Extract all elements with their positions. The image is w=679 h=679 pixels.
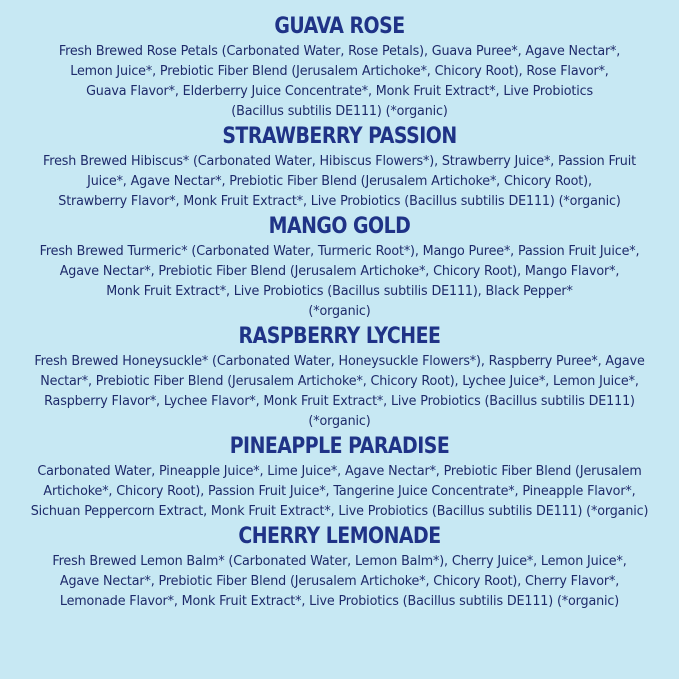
ingredients-text	[0, 42, 679, 122]
ingredients-line: Fresh Brewed Turmeric* (Carbonated Water, Turmeric Root*), Mango Puree*, Passion Fruit Juice*,	[39, 244, 640, 259]
ingredients-line: Juice*, Agave Nectar*, Prebiotic Fiber Blend (Jerusalem Artichoke*, Chicory Root),	[87, 174, 592, 189]
ingredients-line: (Bacillus subtilis DE111) (*organic)	[231, 104, 448, 119]
flavor-section-cherry-lemonade	[0, 522, 679, 612]
flavor-section-guava-rose	[0, 12, 679, 122]
ingredients-line: Agave Nectar*, Prebiotic Fiber Blend (Jerusalem Artichoke*, Chicory Root), Mango Flavor*,	[59, 264, 620, 279]
flavor-title: GUAVA ROSE	[274, 14, 405, 39]
ingredients-line: Agave Nectar*, Prebiotic Fiber Blend (Jerusalem Artichoke*, Chicory Root), Cherry Flavor*,	[59, 574, 620, 589]
ingredients-text	[0, 552, 679, 612]
ingredients-line: (*organic)	[308, 304, 371, 319]
ingredients-line: Lemonade Flavor*, Monk Fruit Extract*, Live Probiotics (Bacillus subtilis DE111) (*organic)	[59, 594, 620, 609]
ingredients-line: Raspberry Flavor*, Lychee Flavor*, Monk Fruit Extract*, Live Probiotics (Bacillus subtilis DE111)	[44, 394, 635, 409]
ingredients-text	[0, 352, 679, 432]
flavor-section-pineapple-paradise	[0, 432, 679, 522]
ingredients-line: Nectar*, Prebiotic Fiber Blend (Jerusalem Artichoke*, Chicory Root), Lychee Juice*, Lemon Juice*,	[40, 374, 639, 389]
ingredients-line: Fresh Brewed Hibiscus* (Carbonated Water, Hibiscus Flowers*), Strawberry Juice*, Passion Fruit	[43, 154, 636, 169]
ingredients-line: Fresh Brewed Honeysuckle* (Carbonated Water, Honeysuckle Flowers*), Raspberry Puree*, Agave	[34, 354, 645, 369]
flavor-section-mango-gold	[0, 212, 679, 322]
flavor-title: STRAWBERRY PASSION	[222, 124, 457, 149]
ingredients-line: Strawberry Flavor*, Monk Fruit Extract*, Live Probiotics (Bacillus subtilis DE111) (*organic)	[58, 194, 621, 209]
flavor-section-strawberry-passion	[0, 122, 679, 212]
ingredients-line: Sichuan Peppercorn Extract, Monk Fruit Extract*, Live Probiotics (Bacillus subtilis DE111) (*organic)	[30, 504, 649, 519]
ingredients-text	[0, 152, 679, 212]
flavor-title: MANGO GOLD	[268, 214, 411, 239]
ingredients-text	[0, 242, 679, 322]
ingredients-line: Artichoke*, Chicory Root), Passion Fruit Juice*, Tangerine Juice Concentrate*, Pineapple Flavor*,	[43, 484, 636, 499]
ingredients-line: Lemon Juice*, Prebiotic Fiber Blend (Jerusalem Artichoke*, Chicory Root), Rose Flavor*,	[70, 64, 609, 79]
ingredients-line: Fresh Brewed Rose Petals (Carbonated Water, Rose Petals), Guava Puree*, Agave Nectar*,	[58, 44, 621, 59]
ingredients-line: (*organic)	[308, 414, 371, 429]
ingredients-line: Carbonated Water, Pineapple Juice*, Lime Juice*, Agave Nectar*, Prebiotic Fiber Blend (Jerusalem	[37, 464, 642, 479]
ingredients-line: Monk Fruit Extract*, Live Probiotics (Bacillus subtilis DE111), Black Pepper*	[106, 284, 573, 299]
ingredients-line: Guava Flavor*, Elderberry Juice Concentrate*, Monk Fruit Extract*, Live Probiotics	[86, 84, 593, 99]
flavor-title: RASPBERRY LYCHEE	[238, 324, 441, 349]
ingredients-text	[0, 462, 679, 522]
flavor-section-raspberry-lychee	[0, 322, 679, 432]
ingredients-line: Fresh Brewed Lemon Balm* (Carbonated Water, Lemon Balm*), Cherry Juice*, Lemon Juice*,	[52, 554, 627, 569]
flavor-title: PINEAPPLE PARADISE	[229, 434, 450, 459]
flavor-title: CHERRY LEMONADE	[238, 524, 441, 549]
